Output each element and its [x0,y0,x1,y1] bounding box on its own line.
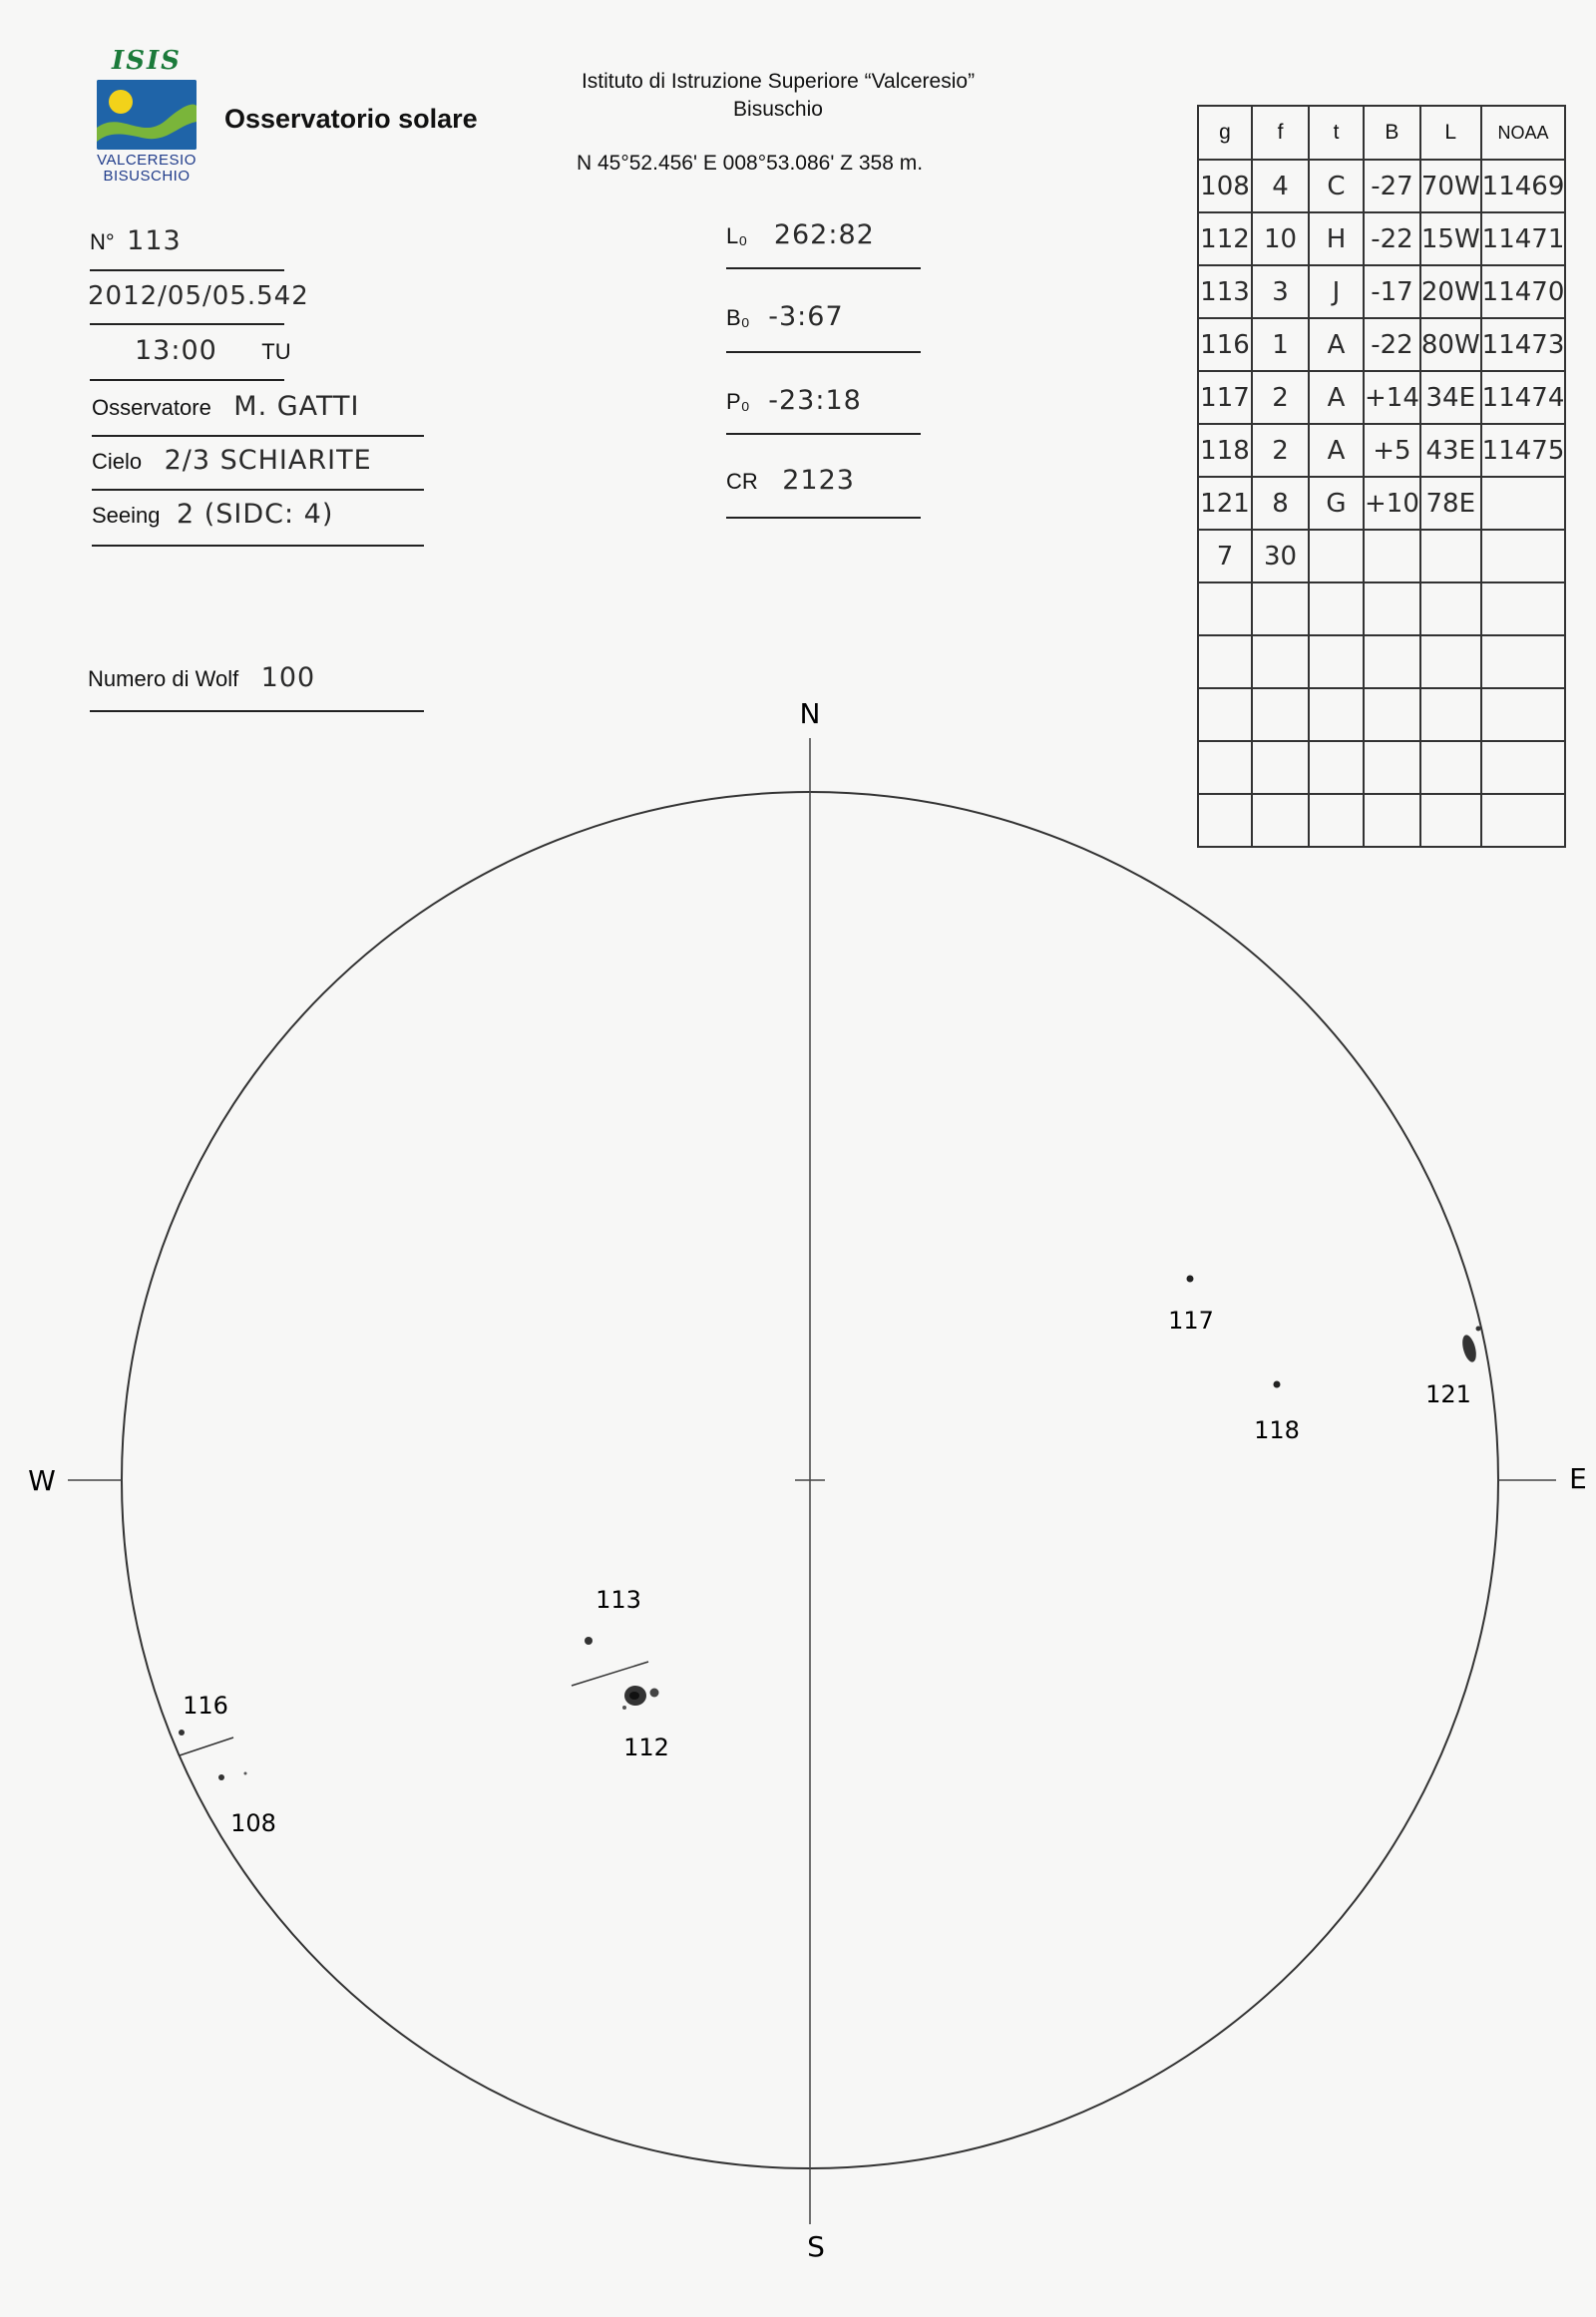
cr-value: 2123 [782,465,855,496]
group-label-121: 121 [1425,1380,1471,1408]
cr-label: CR [726,469,758,494]
cell-b: -17 [1364,265,1420,318]
group-113-axis-line [572,1662,648,1686]
cell-b: -27 [1364,160,1420,212]
cell-t: G [1309,477,1364,530]
observatory-title: Osservatorio solare [224,104,478,134]
observer-label: Osservatore [92,395,211,420]
logo-subtitle-line2: BISUSCHIO [103,168,191,185]
cell-g: 108 [1198,160,1252,212]
l0-value: 262:82 [773,219,875,250]
wolf-value: 100 [260,662,316,693]
sunspot-group-113 [585,1637,593,1645]
logo-wordmark: ISIS [112,46,182,76]
number-value: 113 [127,225,182,256]
wolf-label: Numero di Wolf [88,666,239,691]
group-label-116: 116 [183,1692,228,1720]
cell-b: -22 [1364,212,1420,265]
header-b: B [1364,106,1420,160]
sunspot-group-117 [1187,1276,1194,1283]
cell-f: 10 [1252,212,1309,265]
cell-f: 3 [1252,265,1309,318]
p0-label: P₀ [726,389,750,414]
cell-t: C [1309,160,1364,212]
cell-b: +14 [1364,371,1420,424]
time-unit: TU [261,339,291,364]
cell-l: 34E [1420,371,1481,424]
l0-label: L₀ [726,223,748,248]
group-label-112: 112 [623,1734,669,1761]
sunspot-group-121 [1460,1327,1481,1364]
cell-g: 112 [1198,212,1252,265]
group-label-117: 117 [1168,1307,1214,1335]
cell-f: 4 [1252,160,1309,212]
header-f: f [1252,106,1309,160]
seeing-label: Seeing [92,503,161,528]
cell-noaa: 11475 [1481,424,1566,477]
time-value: 13:00 [135,335,217,366]
cell-f: 8 [1252,477,1309,530]
cell-l: 70W [1420,160,1481,212]
cell-noaa: 11469 [1481,160,1566,212]
seeing-value: 2 (SIDC: 4) [176,499,334,530]
cell-b: +5 [1364,424,1420,477]
sunspot-group-112 [622,1686,659,1710]
cell-f: 30 [1252,530,1309,582]
cell-b: +10 [1364,477,1420,530]
cell-t: A [1309,424,1364,477]
cell-l: 43E [1420,424,1481,477]
logo-subtitle-line1: VALCERESIO [97,152,197,169]
cell-t: A [1309,371,1364,424]
b0-value: -3:67 [768,301,844,332]
cell-noaa: 11474 [1481,371,1566,424]
cell-t: A [1309,318,1364,371]
observer-value: M. GATTI [233,391,360,422]
sky-value: 2/3 SCHIARITE [164,445,372,476]
header-noaa: NOAA [1481,106,1566,160]
station-coordinates: N 45°52.456' E 008°53.086' Z 358 m. [577,152,924,175]
header-l: L [1420,106,1481,160]
group-label-108: 108 [230,1809,276,1837]
header-g: g [1198,106,1252,160]
west-label: W [28,1464,56,1497]
group-116-axis-line [180,1738,233,1755]
sunspot-group-108 [218,1772,247,1781]
cell-noaa: 11471 [1481,212,1566,265]
sunspot-group-118 [1274,1381,1281,1388]
cell-l: 20W [1420,265,1481,318]
south-label: S [807,2230,825,2263]
institute-line1: Istituto di Istruzione Superiore “Valceresio” [581,70,976,93]
north-label: N [799,697,821,730]
date-value: 2012/05/05.542 [88,281,309,311]
sky-label: Cielo [92,449,143,474]
group-label-113: 113 [596,1586,641,1614]
cell-t: J [1309,265,1364,318]
cell-f: 2 [1252,424,1309,477]
cell-noaa: 11473 [1481,318,1566,371]
header-t: t [1309,106,1364,160]
cell-f: 2 [1252,371,1309,424]
cell-t: H [1309,212,1364,265]
institute-line2: Bisuschio [733,98,823,121]
cell-f: 1 [1252,318,1309,371]
sunspot-group-116 [179,1730,185,1736]
cell-l: 78E [1420,477,1481,530]
cell-g: 117 [1198,371,1252,424]
cell-g: 121 [1198,477,1252,530]
cell-g: 118 [1198,424,1252,477]
cell-g: 7 [1198,530,1252,582]
cell-l: 80W [1420,318,1481,371]
east-label: E [1569,1462,1587,1495]
b0-label: B₀ [726,305,750,330]
p0-value: -23:18 [768,385,862,416]
cell-noaa: 11470 [1481,265,1566,318]
cell-g: 116 [1198,318,1252,371]
number-label: N° [90,229,115,254]
cell-l: 15W [1420,212,1481,265]
cell-g: 113 [1198,265,1252,318]
group-label-118: 118 [1254,1416,1300,1444]
cell-b: -22 [1364,318,1420,371]
